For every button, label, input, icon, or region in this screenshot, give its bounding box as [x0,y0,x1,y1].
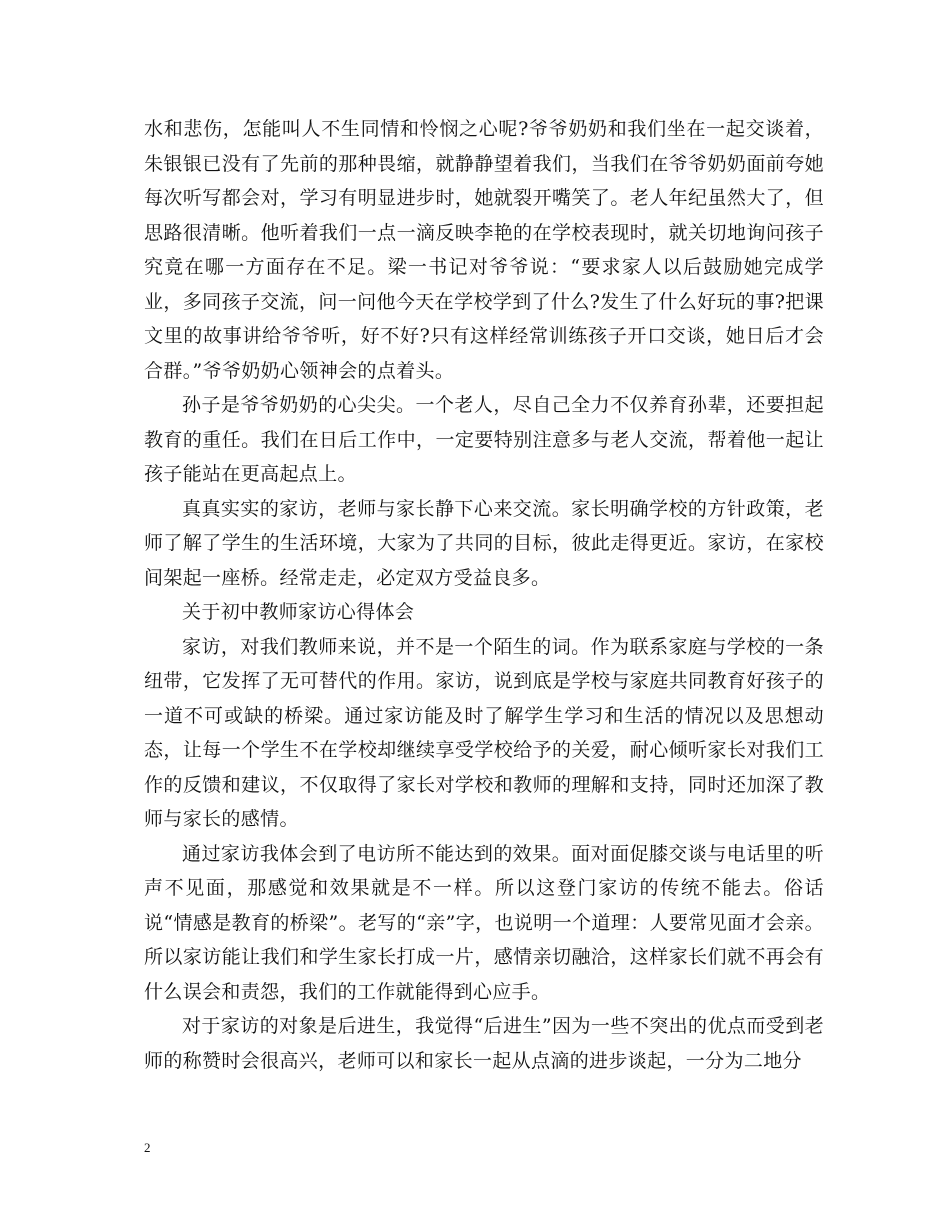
paragraph: 通过家访我体会到了电访所不能达到的效果。面对面促膝交谈与电话里的听声不见面，那感觉和效果就是不一样。所以这登门家访的传统不能去。俗话说“情感是教育的桥梁”。老写的“亲”字，也说明一个道理：人要常见面才会亲。所以家访能让我们和学生家长打成一片，感情亲切融洽，这样家长们就不再会有什么误会和责怨，我们的工作就能得到心应手。 [144,842,824,1003]
paragraph: 对于家访的对象是后进生，我觉得“后进生”因为一些不突出的优点而受到老师的称赞时会很高兴，老师可以和家长一起从点滴的进步谈起，一分为二地分 [144,1015,824,1072]
paragraph: 真真实实的家访，老师与家长静下心来交流。家长明确学校的方针政策，老师了解了学生的生活环境，大家为了共同的目标，彼此走得更近。家访，在家校间架起一座桥。经常走走，必定双方受益良多。 [144,497,824,589]
paragraph: 家访，对我们教师来说，并不是一个陌生的词。作为联系家庭与学校的一条纽带，它发挥了无可替代的作用。家访，说到底是学校与家庭共同教育好孩子的一道不可或缺的桥梁。通过家访能及时了解学生学习和生活的情况以及思想动态，让每一个学生不在学校却继续享受学校给予的关爱，耐心倾听家长对我们工作的反馈和建议，不仅取得了家长对学校和教师的理解和支持，同时还加深了教师与家长的感情。 [144,635,824,830]
paragraph: 水和悲伤，怎能叫人不生同情和怜悯之心呢?爷爷奶奶和我们坐在一起交谈着，朱银银已没有了先前的那种畏缩，就静静望着我们，当我们在爷爷奶奶面前夸她每次听写都会对，学习有明显进步时，她就裂开嘴笑了。老人年纪虽然大了，但思路很清晰。他听着我们一点一滴反映李艳的在学校表现时，就关切地询问孩子究竟在哪一方面存在不足。梁一书记对爷爷说：“要求家人以后鼓励她完成学业，多同孩子交流，问一问他今天在学校学到了什么?发生了什么好玩的事?把课文里的故事讲给爷爷听，好不好?只有这样经常训练孩子开口交谈，她日后才会合群。”爷爷奶奶心领神会的点着头。 [144,118,824,382]
section-heading: 关于初中教师家访心得体会 [182,601,415,623]
page-number: 2 [144,1140,151,1155]
document-body [144,112,824,1078]
paragraph: 孙子是爷爷奶奶的心尖尖。一个老人，尽自己全力不仅养育孙辈，还要担起教育的重任。我们在日后工作中，一定要特别注意多与老人交流，帮着他一起让孩子能站在更高起点上。 [144,394,824,485]
